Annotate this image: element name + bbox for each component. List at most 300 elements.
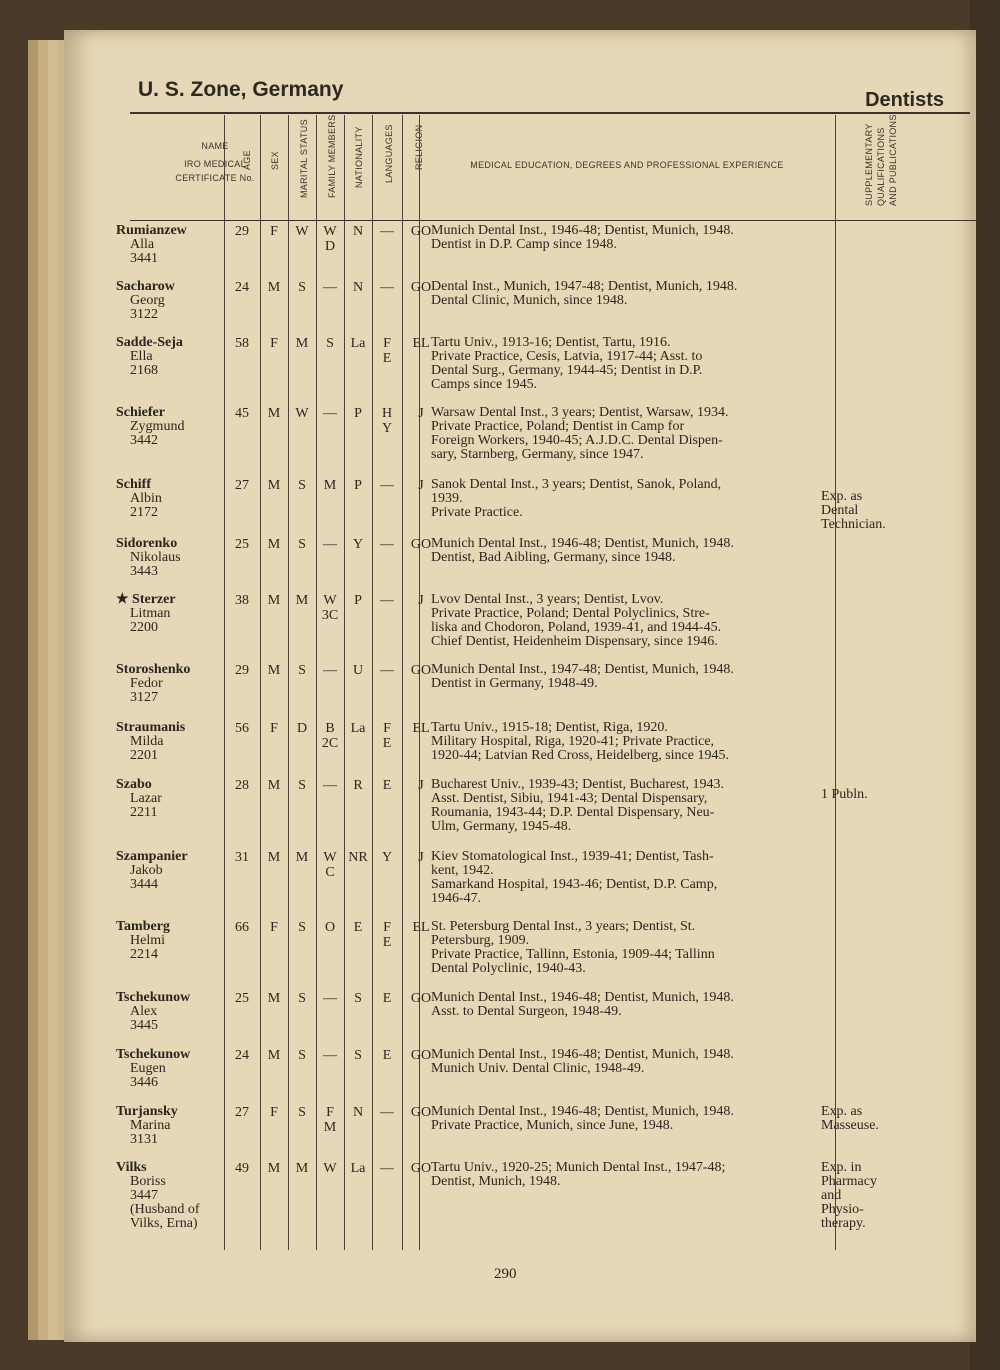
dentist-name-block bbox=[116, 920, 226, 962]
sex-cell: F bbox=[270, 336, 278, 351]
education-line: Dental Surg., Germany, 1944-45; Dentist in D.P. bbox=[431, 363, 703, 378]
marital-status-cell: D bbox=[296, 721, 308, 736]
given-name: Eugen bbox=[130, 1061, 166, 1076]
education-cell bbox=[431, 778, 821, 834]
age-cell: 27 bbox=[235, 478, 249, 493]
education-cell bbox=[431, 991, 821, 1019]
education-line: 1939. bbox=[431, 491, 463, 506]
religion-cell: J bbox=[418, 850, 424, 865]
column-header-supplementary: QUALIFICATIONS bbox=[876, 127, 886, 206]
name-note: Vilks, Erna) bbox=[130, 1216, 198, 1231]
languages-cell bbox=[372, 1105, 402, 1120]
nationality-cell: NR bbox=[348, 850, 368, 865]
surname: Schiefer bbox=[116, 405, 165, 420]
religion-cell: GO bbox=[410, 991, 432, 1006]
age-cell: 29 bbox=[235, 224, 249, 239]
education-line: Dental Polyclinic, 1940-43. bbox=[431, 961, 586, 976]
supplementary-line: Exp. as bbox=[821, 489, 863, 504]
surname: Sidorenko bbox=[116, 536, 178, 551]
family-members-cell bbox=[316, 721, 344, 751]
languages-cell bbox=[372, 224, 402, 239]
marital-status-cell: M bbox=[295, 593, 309, 608]
surname: ★ Sterzer bbox=[116, 592, 176, 607]
sex-cell: M bbox=[267, 1048, 281, 1063]
education-line: Private Practice, Cesis, Latvia, 1917-44; Asst. to bbox=[431, 349, 703, 364]
dentist-name-block bbox=[116, 406, 226, 448]
dentist-name-block bbox=[116, 593, 226, 635]
education-line: Tartu Univ., 1915-18; Dentist, Riga, 1920. bbox=[431, 720, 668, 735]
education-line: Dental Inst., Munich, 1947-48; Dentist, Munich, 1948. bbox=[431, 279, 738, 294]
family-members-cell-line: B bbox=[325, 721, 335, 736]
education-line: Dentist, Bad Aibling, Germany, since 1948. bbox=[431, 550, 676, 565]
religion-cell: GO bbox=[410, 1105, 432, 1120]
languages-cell-line: — bbox=[380, 663, 394, 678]
family-members-cell bbox=[316, 280, 344, 295]
header-rule bbox=[130, 220, 976, 221]
given-name: Boriss bbox=[130, 1174, 166, 1189]
languages-cell bbox=[372, 721, 402, 751]
nationality-cell: R bbox=[353, 778, 363, 793]
nationality-cell: N bbox=[352, 280, 364, 295]
education-line: Munich Dental Inst., 1946-48; Dentist, Munich, 1948. bbox=[431, 536, 734, 551]
given-name: Jakob bbox=[130, 863, 163, 878]
languages-cell-line: Y bbox=[381, 421, 393, 436]
nationality-cell: U bbox=[352, 663, 364, 678]
education-line: Asst. Dentist, Sibiu, 1941-43; Dental Dispensary, bbox=[431, 791, 708, 806]
age-cell: 24 bbox=[235, 1048, 249, 1063]
education-line: Munich Dental Inst., 1946-48; Dentist, Munich, 1948. bbox=[431, 223, 734, 238]
languages-cell-line: — bbox=[380, 280, 394, 295]
education-line: Ulm, Germany, 1945-48. bbox=[431, 819, 572, 834]
age-cell: 24 bbox=[235, 280, 249, 295]
education-line: kent, 1942. bbox=[431, 863, 494, 878]
languages-cell-line: E bbox=[382, 991, 392, 1006]
page-edge bbox=[48, 40, 58, 1340]
languages-cell-line: — bbox=[380, 1105, 394, 1120]
certificate-number: 3442 bbox=[130, 433, 158, 448]
religion-cell: GO bbox=[410, 1161, 432, 1176]
surname: Szampanier bbox=[116, 849, 188, 864]
nationality-cell: N bbox=[352, 1105, 364, 1120]
education-cell bbox=[431, 1048, 821, 1076]
supplementary-line: Exp. in bbox=[821, 1160, 862, 1175]
family-members-cell-line: O bbox=[324, 920, 336, 935]
languages-cell bbox=[372, 537, 402, 552]
surname: Rumianzew bbox=[116, 223, 187, 238]
certificate-number: 3441 bbox=[130, 251, 158, 266]
column-header-name-line: NAME bbox=[201, 141, 229, 151]
languages-cell-line: — bbox=[380, 537, 394, 552]
education-cell bbox=[431, 336, 821, 392]
age-cell: 27 bbox=[235, 1105, 249, 1120]
family-members-cell bbox=[316, 224, 344, 254]
education-line: Dentist in Germany, 1948-49. bbox=[431, 676, 598, 691]
supplementary-cell bbox=[821, 788, 931, 802]
education-line: Munich Dental Inst., 1947-48; Dentist, Munich, 1948. bbox=[431, 662, 734, 677]
education-line: Private Practice, Poland; Dental Polyclinics, Stre- bbox=[431, 606, 710, 621]
given-name: Helmi bbox=[130, 933, 165, 948]
family-members-cell-line: W bbox=[323, 224, 337, 239]
education-cell bbox=[431, 1161, 821, 1189]
surname: Schiff bbox=[116, 477, 151, 492]
family-members-cell bbox=[316, 991, 344, 1006]
age-cell: 58 bbox=[235, 336, 249, 351]
column-header-sex: SEX bbox=[270, 151, 280, 170]
dentist-name-block bbox=[116, 991, 226, 1033]
nationality-cell: N bbox=[352, 224, 364, 239]
family-members-cell-line: C bbox=[325, 865, 335, 880]
education-line: Chief Dentist, Heidenheim Dispensary, since 1946. bbox=[431, 634, 718, 649]
column-header-nationality: NATIONALITY bbox=[354, 126, 364, 188]
given-name: Albin bbox=[130, 491, 162, 506]
dentist-name-block bbox=[116, 478, 226, 520]
languages-cell bbox=[372, 850, 402, 865]
certificate-number: 2172 bbox=[130, 505, 158, 520]
languages-cell bbox=[372, 991, 402, 1006]
education-line: St. Petersburg Dental Inst., 3 years; Dentist, St. bbox=[431, 919, 696, 934]
certificate-number: 2211 bbox=[130, 805, 158, 820]
languages-cell-line: — bbox=[380, 593, 394, 608]
religion-cell: J bbox=[418, 778, 424, 793]
family-members-cell bbox=[316, 1161, 344, 1176]
religion-cell: GO bbox=[410, 663, 432, 678]
education-line: Bucharest Univ., 1939-43; Dentist, Bucharest, 1943. bbox=[431, 777, 725, 792]
dentist-name-block bbox=[116, 721, 226, 763]
family-members-cell bbox=[316, 1105, 344, 1135]
certificate-number: 3445 bbox=[130, 1018, 158, 1033]
languages-cell-line: — bbox=[380, 224, 394, 239]
supplementary-line: Dental bbox=[821, 503, 859, 518]
sex-cell: M bbox=[267, 406, 281, 421]
education-line: Foreign Workers, 1940-45; A.J.D.C. Dental Dispen- bbox=[431, 433, 723, 448]
column-header-name-line: IRO MEDICAL bbox=[184, 159, 246, 169]
certificate-number: 2214 bbox=[130, 947, 158, 962]
family-members-cell bbox=[316, 406, 344, 421]
given-name: Fedor bbox=[130, 676, 163, 691]
certificate-number: 3127 bbox=[130, 690, 158, 705]
marital-status-cell: S bbox=[298, 991, 306, 1006]
education-line: Samarkand Hospital, 1943-46; Dentist, D.P. Camp, bbox=[431, 877, 718, 892]
page-number: 290 bbox=[494, 1266, 517, 1282]
education-cell bbox=[431, 406, 821, 462]
sex-cell: M bbox=[267, 991, 281, 1006]
languages-cell-line: E bbox=[382, 935, 392, 950]
languages-cell bbox=[372, 1048, 402, 1063]
marital-status-cell: S bbox=[298, 920, 306, 935]
dentist-name-block bbox=[116, 663, 226, 705]
education-line: Munich Dental Inst., 1946-48; Dentist, Munich, 1948. bbox=[431, 1104, 734, 1119]
languages-cell-line: F bbox=[383, 336, 391, 351]
given-name: Nikolaus bbox=[130, 550, 181, 565]
family-members-cell bbox=[316, 1048, 344, 1063]
supplementary-line: Physio- bbox=[821, 1202, 864, 1217]
family-members-cell bbox=[316, 663, 344, 678]
family-members-cell-line: W bbox=[323, 593, 337, 608]
religion-cell: J bbox=[418, 478, 424, 493]
education-cell bbox=[431, 593, 821, 649]
languages-cell-line: E bbox=[382, 351, 392, 366]
given-name: Ella bbox=[130, 349, 153, 364]
age-cell: 28 bbox=[235, 778, 249, 793]
age-cell: 25 bbox=[235, 991, 249, 1006]
languages-cell-line: — bbox=[380, 478, 394, 493]
marital-status-cell: M bbox=[295, 1161, 309, 1176]
education-cell bbox=[431, 537, 821, 565]
family-members-cell bbox=[316, 537, 344, 552]
dentist-name-block bbox=[116, 537, 226, 579]
surname: Storoshenko bbox=[116, 662, 191, 677]
education-line: Munich Univ. Dental Clinic, 1948-49. bbox=[431, 1061, 645, 1076]
column-header-education: MEDICAL EDUCATION, DEGREES AND PROFESSIONAL EXPERIENCE bbox=[470, 160, 784, 170]
education-line: liska and Chodoron, Poland, 1939-41, and 1944-45. bbox=[431, 620, 722, 635]
education-line: Private Practice, Tallinn, Estonia, 1909-44; Tallinn bbox=[431, 947, 715, 962]
dentist-name-block bbox=[116, 778, 226, 820]
family-members-cell-line: F bbox=[326, 1105, 334, 1120]
certificate-number: 3444 bbox=[130, 877, 158, 892]
supplementary-line: 1 Publn. bbox=[821, 787, 868, 802]
surname: Szabo bbox=[116, 777, 152, 792]
family-members-cell-line: — bbox=[323, 778, 337, 793]
religion-cell: J bbox=[418, 593, 424, 608]
religion-cell: GO bbox=[410, 1048, 432, 1063]
surname: Vilks bbox=[116, 1160, 147, 1175]
family-members-cell-line: 3C bbox=[321, 608, 339, 623]
family-members-cell-line: M bbox=[323, 1120, 337, 1135]
supplementary-line: therapy. bbox=[821, 1216, 866, 1231]
supplementary-cell bbox=[821, 1105, 931, 1133]
languages-cell bbox=[372, 478, 402, 493]
family-members-cell-line: D bbox=[324, 239, 336, 254]
education-line: Munich Dental Inst., 1946-48; Dentist, Munich, 1948. bbox=[431, 990, 734, 1005]
running-header-right: Dentists bbox=[865, 89, 944, 111]
column-header-age: AGE bbox=[242, 150, 252, 170]
education-cell bbox=[431, 224, 821, 252]
family-members-cell-line: — bbox=[323, 1048, 337, 1063]
family-members-cell-line: W bbox=[323, 1161, 337, 1176]
education-cell bbox=[431, 721, 821, 763]
sex-cell: M bbox=[267, 478, 281, 493]
education-line: Military Hospital, Riga, 1920-41; Private Practice, bbox=[431, 734, 715, 749]
column-header-languages: LANGUAGES bbox=[384, 124, 394, 183]
supplementary-line: and bbox=[821, 1188, 842, 1203]
nationality-cell: Y bbox=[352, 537, 364, 552]
marital-status-cell: W bbox=[295, 406, 309, 421]
sex-cell: M bbox=[267, 850, 281, 865]
dentist-name-block bbox=[116, 1048, 226, 1090]
column-header-family: FAMILY MEMBERS bbox=[327, 114, 337, 198]
languages-cell bbox=[372, 280, 402, 295]
certificate-number: 3447 bbox=[130, 1188, 158, 1203]
religion-cell: EL bbox=[412, 336, 430, 351]
sex-cell: F bbox=[270, 920, 278, 935]
top-rule bbox=[130, 112, 970, 114]
education-cell bbox=[431, 920, 821, 976]
education-line: Warsaw Dental Inst., 3 years; Dentist, Warsaw, 1934. bbox=[431, 405, 729, 420]
family-members-cell-line: — bbox=[323, 663, 337, 678]
sex-cell: M bbox=[267, 537, 281, 552]
page-edge bbox=[28, 40, 38, 1340]
certificate-number: 2168 bbox=[130, 363, 158, 378]
sex-cell: M bbox=[267, 1161, 281, 1176]
age-cell: 31 bbox=[235, 850, 249, 865]
nationality-cell: S bbox=[354, 991, 362, 1006]
marital-status-cell: M bbox=[295, 336, 309, 351]
family-members-cell-line: W bbox=[323, 850, 337, 865]
languages-cell-line: F bbox=[383, 721, 391, 736]
supplementary-cell bbox=[821, 490, 931, 532]
certificate-number: 3131 bbox=[130, 1132, 158, 1147]
dentist-name-block bbox=[116, 280, 226, 322]
supplementary-line: Technician. bbox=[821, 517, 886, 532]
education-line: Munich Dental Inst., 1946-48; Dentist, Munich, 1948. bbox=[431, 1047, 734, 1062]
languages-cell-line: E bbox=[382, 1048, 392, 1063]
given-name: Alex bbox=[130, 1004, 158, 1019]
marital-status-cell: S bbox=[298, 537, 306, 552]
religion-cell: EL bbox=[412, 920, 430, 935]
dentist-name-block bbox=[116, 224, 226, 266]
family-members-cell-line: — bbox=[323, 280, 337, 295]
education-cell bbox=[431, 663, 821, 691]
education-cell bbox=[431, 1105, 821, 1133]
certificate-number: 2200 bbox=[130, 620, 158, 635]
family-members-cell-line: — bbox=[323, 991, 337, 1006]
nationality-cell: La bbox=[350, 336, 366, 351]
education-line: 1920-44; Latvian Red Cross, Heidelberg, since 1945. bbox=[431, 748, 729, 763]
languages-cell bbox=[372, 406, 402, 436]
education-line: Petersburg, 1909. bbox=[431, 933, 530, 948]
surname: Turjansky bbox=[116, 1104, 178, 1119]
education-cell bbox=[431, 850, 821, 906]
marital-status-cell: S bbox=[298, 280, 306, 295]
religion-cell: J bbox=[418, 406, 424, 421]
surname: Sadde-Seja bbox=[116, 335, 183, 350]
education-cell bbox=[431, 478, 821, 520]
family-members-cell bbox=[316, 778, 344, 793]
languages-cell bbox=[372, 778, 402, 793]
nationality-cell: P bbox=[354, 406, 362, 421]
surname: Straumanis bbox=[116, 720, 186, 735]
name-note: (Husband of bbox=[130, 1202, 200, 1217]
sex-cell: M bbox=[267, 663, 281, 678]
given-name: Georg bbox=[130, 293, 165, 308]
languages-cell bbox=[372, 336, 402, 366]
family-members-cell-line: M bbox=[323, 478, 337, 493]
education-line: Tartu Univ., 1920-25; Munich Dental Inst., 1947-48; bbox=[431, 1160, 726, 1175]
column-header-marital: MARITAL STATUS bbox=[299, 119, 309, 198]
marital-status-cell: S bbox=[298, 663, 306, 678]
education-line: sary, Starnberg, Germany, since 1947. bbox=[431, 447, 644, 462]
education-line: Dental Clinic, Munich, since 1948. bbox=[431, 293, 628, 308]
education-line: Camps since 1945. bbox=[431, 377, 538, 392]
surname: Tschekunow bbox=[116, 1047, 191, 1062]
dentist-name-block bbox=[116, 850, 226, 892]
surname: Sacharow bbox=[116, 279, 175, 294]
family-members-cell bbox=[316, 478, 344, 493]
supplementary-line: Exp. as bbox=[821, 1104, 863, 1119]
given-name: Alla bbox=[130, 237, 155, 252]
religion-cell: GO bbox=[410, 224, 432, 239]
education-line: Kiev Stomatological Inst., 1939-41; Dentist, Tash- bbox=[431, 849, 714, 864]
sex-cell: F bbox=[270, 721, 278, 736]
languages-cell-line: Y bbox=[381, 850, 393, 865]
languages-cell bbox=[372, 593, 402, 608]
given-name: Zygmund bbox=[130, 419, 185, 434]
family-members-cell-line: — bbox=[323, 406, 337, 421]
languages-cell-line: H bbox=[381, 406, 393, 421]
column-header-religion: RELIGION bbox=[414, 124, 424, 170]
family-members-cell-line: 2C bbox=[321, 736, 339, 751]
languages-cell bbox=[372, 920, 402, 950]
nationality-cell: La bbox=[350, 1161, 366, 1176]
education-line: Dentist, Munich, 1948. bbox=[431, 1174, 561, 1189]
given-name: Marina bbox=[130, 1118, 171, 1133]
column-header-supplementary: SUPPLEMENTARY bbox=[864, 123, 874, 206]
family-members-cell bbox=[316, 593, 344, 623]
nationality-cell: P bbox=[354, 478, 362, 493]
education-line: Dentist in D.P. Camp since 1948. bbox=[431, 237, 617, 252]
marital-status-cell: S bbox=[298, 1105, 306, 1120]
family-members-cell bbox=[316, 850, 344, 880]
age-cell: 56 bbox=[235, 721, 249, 736]
supplementary-line: Masseuse. bbox=[821, 1118, 879, 1133]
dentist-name-block bbox=[116, 336, 226, 378]
nationality-cell: P bbox=[354, 593, 362, 608]
dentist-name-block bbox=[116, 1161, 226, 1231]
religion-cell: GO bbox=[410, 537, 432, 552]
education-line: Private Practice, Munich, since June, 1948. bbox=[431, 1118, 674, 1133]
family-members-cell-line: S bbox=[326, 336, 334, 351]
marital-status-cell: W bbox=[295, 224, 309, 239]
religion-cell: EL bbox=[412, 721, 430, 736]
nationality-cell: S bbox=[354, 1048, 362, 1063]
age-cell: 25 bbox=[235, 537, 249, 552]
languages-cell-line: — bbox=[380, 1161, 394, 1176]
education-cell bbox=[431, 280, 821, 308]
column-header-name-line: CERTIFICATE No. bbox=[175, 173, 255, 183]
religion-cell: GO bbox=[410, 280, 432, 295]
sex-cell: F bbox=[270, 1105, 278, 1120]
family-members-cell bbox=[316, 920, 344, 935]
supplementary-line: Pharmacy bbox=[821, 1174, 877, 1189]
sex-cell: M bbox=[267, 280, 281, 295]
age-cell: 45 bbox=[235, 406, 249, 421]
given-name: Milda bbox=[130, 734, 164, 749]
certificate-number: 3122 bbox=[130, 307, 158, 322]
marital-status-cell: S bbox=[298, 778, 306, 793]
running-header-left: U. S. Zone, Germany bbox=[138, 78, 344, 101]
languages-cell bbox=[372, 663, 402, 678]
education-line: 1946-47. bbox=[431, 891, 482, 906]
family-members-cell-line: — bbox=[323, 537, 337, 552]
sex-cell: F bbox=[270, 224, 278, 239]
dentist-name-block bbox=[116, 1105, 226, 1147]
age-cell: 38 bbox=[235, 593, 249, 608]
surname: Tschekunow bbox=[116, 990, 191, 1005]
nationality-cell: La bbox=[350, 721, 366, 736]
age-cell: 29 bbox=[235, 663, 249, 678]
education-line: Tartu Univ., 1913-16; Dentist, Tartu, 1916. bbox=[431, 335, 671, 350]
given-name: Lazar bbox=[130, 791, 162, 806]
given-name: Litman bbox=[130, 606, 171, 621]
page-edge bbox=[38, 40, 48, 1340]
age-cell: 66 bbox=[235, 920, 249, 935]
languages-cell-line: E bbox=[382, 778, 392, 793]
marital-status-cell: S bbox=[298, 1048, 306, 1063]
certificate-number: 3446 bbox=[130, 1075, 158, 1090]
sex-cell: M bbox=[267, 593, 281, 608]
education-line: Roumania, 1943-44; D.P. Dental Dispensary, Neu- bbox=[431, 805, 715, 820]
nationality-cell: E bbox=[353, 920, 363, 935]
